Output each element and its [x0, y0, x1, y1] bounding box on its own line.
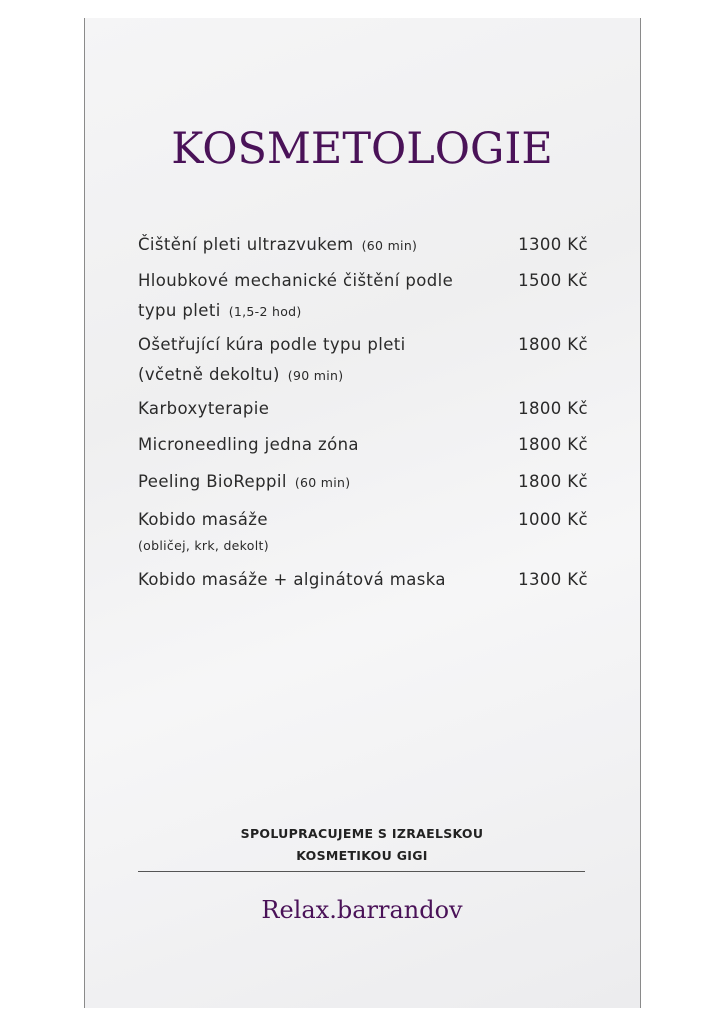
service-name: Microneedling jedna zóna — [138, 435, 359, 454]
service-price: 1000 Kč — [518, 510, 588, 529]
service-duration: (60 min) — [294, 475, 351, 490]
service-price: 1800 Kč — [518, 335, 588, 354]
service-duration: (1,5-2 hod) — [228, 304, 302, 319]
service-name: Peeling BioReppil — [138, 472, 287, 491]
service-price: 1800 Kč — [518, 472, 588, 491]
service-name: Karboxyterapie — [138, 399, 270, 418]
service-name: Hloubkové mechanické čištění podle — [138, 271, 454, 290]
partner-note-line2: KOSMETIKOU GIGI — [296, 848, 428, 863]
brand-name: Relax.barrandov — [261, 896, 463, 924]
service-price: 1300 Kč — [518, 235, 588, 254]
partner-note — [0, 823, 724, 867]
partner-note-line1: SPOLUPRACUJEME S IZRAELSKOU — [240, 826, 484, 841]
page-title: KOSMETOLOGIE — [171, 124, 553, 174]
service-price: 1300 Kč — [518, 570, 588, 589]
service-price: 1500 Kč — [518, 271, 588, 290]
service-name: Kobido masáže + alginátová maska — [138, 570, 446, 589]
divider — [138, 871, 585, 872]
service-detail: (obličej, krk, dekolt) — [138, 538, 269, 553]
service-duration: (90 min) — [287, 368, 344, 383]
service-price: 1800 Kč — [518, 399, 588, 418]
service-price: 1800 Kč — [518, 435, 588, 454]
service-name: Ošetřující kúra podle typu pleti — [138, 335, 406, 354]
service-name: Kobido masáže — [138, 510, 268, 529]
service-name-cont: typu pleti — [138, 301, 221, 320]
service-duration: (60 min) — [361, 238, 418, 253]
service-name: Čištění pleti ultrazvukem — [138, 235, 354, 254]
service-name-cont: (včetně dekoltu) — [138, 365, 280, 384]
